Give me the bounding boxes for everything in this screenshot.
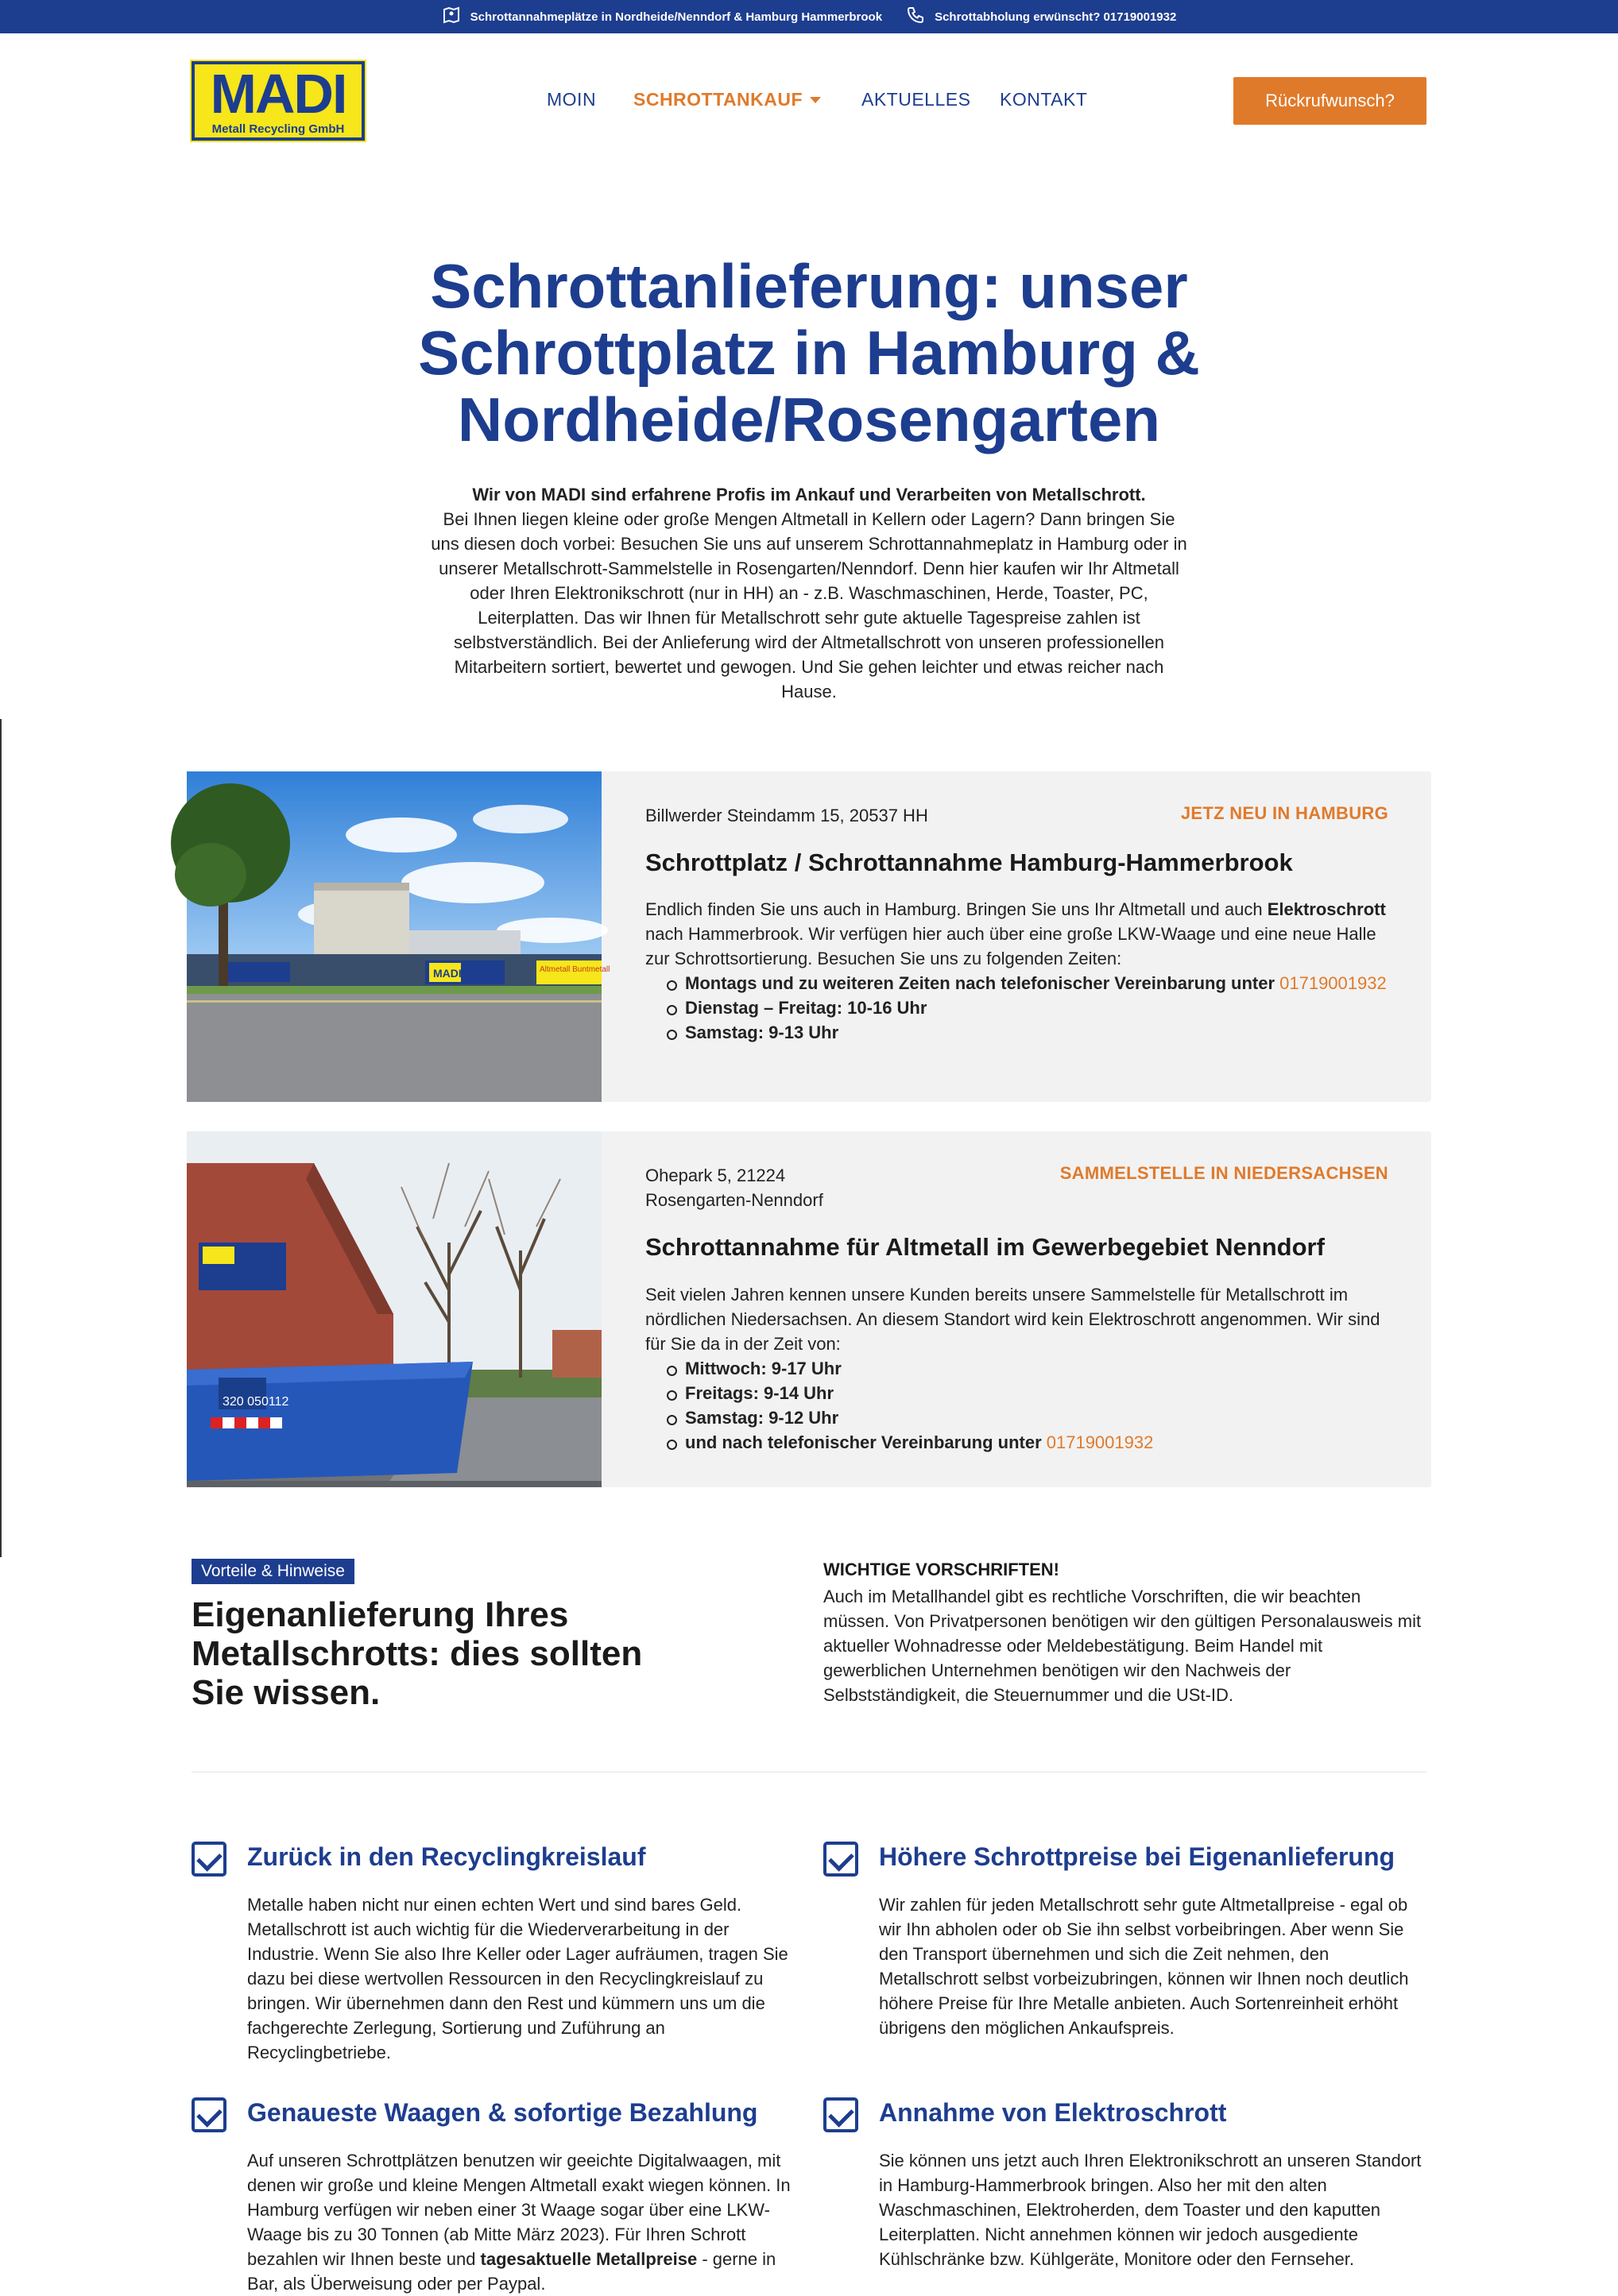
feature-title: Zurück in den Recyclingkreislauf bbox=[247, 1842, 646, 1871]
phone-link[interactable]: 01719001932 bbox=[1279, 973, 1387, 993]
photo-nenndorf-svg bbox=[187, 1131, 602, 1487]
feature-title: Annahme von Elektroschrott bbox=[879, 2098, 1227, 2127]
divider-line bbox=[0, 719, 2, 1557]
desc-text: Endlich finden Sie uns auch in Hamburg. Bringen Sie uns Ihr Altmetall und auch bbox=[645, 899, 1268, 919]
list-item: Freitags: 9-14 Uhr bbox=[645, 1381, 1392, 1405]
phone-icon bbox=[906, 6, 925, 28]
chevron-down-icon[interactable] bbox=[810, 97, 821, 103]
topbar-pickup-text: Schrottabholung erwünscht? 01719001932 bbox=[935, 10, 1177, 24]
feature-text: Sie können uns jetzt auch Ihren Elektronikschrott an unseren Standort in Hamburg-Hammerbrook bringen. Also her mit den alten Waschmaschinen, Elektroherden, dem Toaster und den kaputten Leiterplatten. Nicht annehmen können wir jedoch ausgediente Kühlschränke bzw. Kühlgeräte, Monitore oder den Fernseher. bbox=[879, 2151, 1422, 2269]
sign-side-text: Altmetall Buntmetall bbox=[540, 965, 610, 974]
photo-hamburg-svg bbox=[187, 771, 610, 1102]
rules-text: Auch im Metallhandel gibt es rechtliche Vorschriften, die wir beachten müssen. Von Privatpersonen benötigen wir den gültigen Personalausweis mit aktueller Wohnadresse oder Meldebestätigung. Beim Handel mit gewerblichen Unternehmen benötigen wir den Nachweis der Selbstständigkeit, die Steuernummer und die USt-ID. bbox=[823, 1587, 1422, 1705]
topbar-pickup[interactable] bbox=[906, 6, 1176, 28]
address-line-1: Ohepark 5, 21224 bbox=[645, 1165, 786, 1185]
checkbox-icon bbox=[192, 2097, 226, 2132]
tag-hamburg: JETZ NEU IN HAMBURG bbox=[1180, 803, 1388, 823]
feature-text-part: - gerne in Bar, als Überweisung oder per Paypal. bbox=[247, 2249, 776, 2294]
card-title-hamburg: Schrottplatz / Schrottannahme Hamburg-Hammerbrook bbox=[645, 848, 1293, 876]
location-card-nenndorf bbox=[187, 1131, 1431, 1487]
photo-nenndorf-container bbox=[187, 1131, 602, 1487]
hero-body: Bei Ihnen liegen kleine oder große Mengen Altmetall in Kellern oder Lagern? Dann bringen Sie uns diesen doch vorbei: Besuchen Sie uns auf unserem Schrottannahmeplatz in Hamburg oder in unserer Metallschrott-Sammelstelle in Rosengarten/Nenndorf. Denn hier kaufen wir Ihr Altmetall oder Ihren Elektronikschrott (nur in HH) an - z.B. Waschmaschinen, Herde, Toaster, PC, Leiterplatten. Das wir Ihnen für Metallschrott sehr gute aktuelle Tagespreise zahlen ist selbstverständlich. Bei der Anlieferung wird der Altmetallschrott von unseren professionellen Mitarbeitern sortiert, bewertet und gewogen. Und Sie gehen leichter und etwas reicher nach Hause. bbox=[431, 509, 1187, 702]
feature-text: Metalle haben nicht nur einen echten Wert und sind bares Geld. Metallschrott ist auch wichtig für die Wiederverarbeitung in der Industrie. Wenn Sie also Ihre Keller oder Lager aufräumen, tragen Sie dazu bei diese wertvollen Ressourcen in den Recyclingkreislauf zu bringen. Wir übernehmen dann den Rest und kümmern uns um die fachgerechte Zerlegung, Sortierung und Zuführung an Recyclingbetriebe. bbox=[247, 1895, 788, 2062]
hero-lead: Wir von MADI sind erfahrene Profis im Ankauf und Verarbeiten von Metallschrott. bbox=[472, 485, 1146, 504]
address-hamburg: Billwerder Steindamm 15, 20537 HH bbox=[645, 806, 928, 825]
list-item: Mittwoch: 9-17 Uhr bbox=[645, 1356, 1392, 1381]
checkbox-icon bbox=[823, 1842, 858, 1877]
hero-text bbox=[429, 482, 1189, 704]
nav-item-schrottankauf[interactable]: SCHROTTANKAUF bbox=[633, 89, 803, 110]
rules-heading: WICHTIGE VORSCHRIFTEN! bbox=[823, 1560, 1059, 1579]
tag-nenndorf: SAMMELSTELLE IN NIEDERSACHSEN bbox=[1059, 1163, 1388, 1183]
card-desc-hamburg bbox=[645, 897, 1392, 1045]
address-nenndorf bbox=[645, 1163, 823, 1212]
section-badge: Vorteile & Hinweise bbox=[192, 1559, 354, 1584]
nav-item-kontakt[interactable]: KONTAKT bbox=[1000, 89, 1088, 110]
page-title: Schrottanlieferung: unser Schrottplatz in Hamburg & Nordheide/Rosengarten bbox=[418, 251, 1200, 454]
sign-text: MADI bbox=[433, 967, 462, 980]
photo-hamburg-yard bbox=[187, 771, 610, 1102]
callback-button[interactable]: Rückrufwunsch? bbox=[1233, 77, 1426, 125]
hours-list-hamburg bbox=[645, 971, 1392, 1045]
list-item: Dienstag – Freitag: 10-16 Uhr bbox=[645, 995, 1392, 1020]
top-bar bbox=[0, 0, 1618, 33]
logo-subtitle: Metall Recycling GmbH bbox=[211, 122, 345, 136]
address-line-2: Rosengarten-Nenndorf bbox=[645, 1190, 823, 1210]
container-text: 320 050112 bbox=[223, 1395, 289, 1409]
checkbox-icon bbox=[823, 2097, 858, 2132]
map-icon bbox=[442, 6, 461, 28]
list-item bbox=[645, 1430, 1392, 1455]
feature-title: Genaueste Waagen & sofortige Bezahlung bbox=[247, 2098, 758, 2127]
desc-text: nach Hammerbrook. Wir verfügen hier auch über eine große LKW-Waage und eine neue Halle zur Schrottsortierung. Besuchen Sie uns zu folgenden Zeiten: bbox=[645, 924, 1376, 968]
feature-text-bold: tagesaktuelle Metallpreise bbox=[480, 2249, 698, 2269]
topbar-locations-text: Schrottannahmeplätze in Nordheide/Nenndorf & Hamburg Hammerbrook bbox=[470, 10, 883, 24]
logo[interactable] bbox=[192, 61, 365, 141]
list-item: Samstag: 9-12 Uhr bbox=[645, 1405, 1392, 1430]
desc-bold: Elektroschrott bbox=[1267, 899, 1386, 919]
hours-text: und nach telefonischer Vereinbarung unter bbox=[685, 1432, 1047, 1452]
card-desc-nenndorf bbox=[645, 1282, 1392, 1455]
feature-text bbox=[247, 2148, 795, 2296]
topbar-locations[interactable] bbox=[442, 6, 882, 28]
card-title-nenndorf: Schrottannahme für Altmetall im Gewerbegebiet Nenndorf bbox=[645, 1233, 1325, 1261]
phone-link[interactable]: 01719001932 bbox=[1046, 1432, 1154, 1452]
list-item: Samstag: 9-13 Uhr bbox=[645, 1020, 1392, 1045]
desc-text: Seit vielen Jahren kennen unsere Kunden bereits unsere Sammelstelle für Metallschrott im nördlichen Niedersachsen. An diesem Standort wird kein Elektroschrott angenommen. Wir sind für Sie da in der Zeit von: bbox=[645, 1285, 1380, 1354]
feature-text-part: Auf unseren Schrottplätzen benutzen wir geeichte Digitalwaagen, mit denen wir große und kleine Mengen Altmetall exakt wiegen können. In Hamburg verfügen wir neben einer 3t Waage sogar über eine LKW-Waage bis zu 30 Tonnen (ab Mitte März 2023). Für Ihren Schrott bezahlen wir Ihnen beste und bbox=[247, 2151, 791, 2269]
list-item bbox=[645, 971, 1392, 995]
logo-word: MADI bbox=[210, 63, 346, 125]
feature-title: Höhere Schrottpreise bei Eigenanlieferung bbox=[879, 1842, 1395, 1871]
hours-text: Montags und zu weiteren Zeiten nach telefonischer Vereinbarung unter bbox=[685, 973, 1280, 993]
section-title: Eigenanlieferung Ihres Metallschrotts: dies sollten Sie wissen. bbox=[192, 1595, 643, 1712]
nav-item-moin[interactable]: MOIN bbox=[547, 89, 597, 110]
nav-item-aktuelles[interactable]: AKTUELLES bbox=[861, 89, 971, 110]
location-card-hamburg bbox=[187, 771, 1431, 1102]
feature-text: Wir zahlen für jeden Metallschrott sehr gute Altmetallpreise - egal ob wir Ihn abholen oder ob Sie ihn selbst vorbeibringen. Aber wenn Sie den Transport übernehmen und sich die Zeit nehmen, den Metallschrott selbst vorbeizubringen, können wir Ihnen noch deutlich höhere Preise für Ihre Metalle anbieten. Auch Sortenreinheit erhöht übrigens den möglichen Ankaufspreis. bbox=[879, 1895, 1409, 2038]
hours-list-nenndorf bbox=[645, 1356, 1392, 1455]
checkbox-icon bbox=[192, 1842, 226, 1877]
